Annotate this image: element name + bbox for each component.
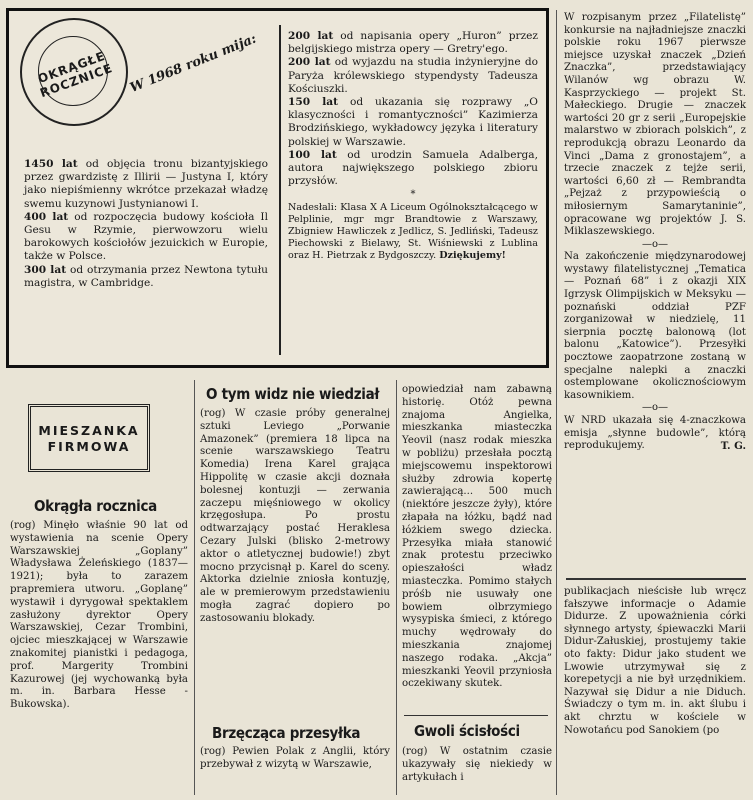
article-text: (rog) W ostatnim czasie ukazywały się niekiedy w artykułach i xyxy=(402,746,552,783)
anniversary-item: 200 lat od napisania opery „Huron” przez belgijskiego mistrza opery — Gretry'ego. xyxy=(288,30,539,56)
separator: —o— xyxy=(641,238,669,250)
anniversary-item: 100 lat od urodzin Samuela Adalberga, autora największego polskiego zbioru przysłów. xyxy=(288,148,538,188)
article-heading: Okrągła rocznica xyxy=(34,497,157,515)
anniversary-item: 150 lat od ukazania się rozprawy „O klasyczności i romantyczności” Kazimierza Brodzińskiego, wykładowcy języka i literatury polskiej w Warszawie. xyxy=(288,96,538,148)
column-rule xyxy=(556,10,557,795)
anniversaries-right-column xyxy=(288,30,538,262)
right-column-paragraph: publikacjach nieścisłe lub wręcz fałszywe informacje o Adamie Didurze. Z upoważnienia córki słynnego artysty, śpiewaczki Marii Didur-Załuskiej, prostujemy takie oto fakty: Didur jako student we Lwowie utrzymywał się z korepetycji a nie był urzędnikiem. Nazywał się Didur a nie Diduch. Świadczy o tym m. in. akt ślubu i akt chrztu w kościele w Nowotańcu pod Sanokiem (po xyxy=(564,586,746,736)
box-divider xyxy=(279,25,281,355)
senders-note: Nadesłali: Klasa X A Liceum Ogólnokształcącego w Pelplinie, mgr mgr Brandtowie z Warszawy, Zbigniew Hawliczek z Jedlicz, S. Jedliński, Tadeusz Piechowski z Bielawy, St. Wiśniewski z Lublina oraz H. Pietrzak z Bydgoszczy. Dziękujemy! xyxy=(288,201,538,261)
separator: —o— xyxy=(641,402,669,414)
right-column-paragraph: W NRD ukazała się 4-znaczkowa emisja „słynne budowle”, którą reprodukujemy. T. G. xyxy=(564,415,746,453)
year-line: W 1968 roku mija: xyxy=(128,31,259,96)
anniversaries-stamp xyxy=(20,18,128,126)
article-rule xyxy=(404,715,548,716)
article-body xyxy=(200,746,390,772)
article-text: (rog) Pewien Polak z Anglii, który przebywał z wizytą w Warszawie, xyxy=(200,746,390,770)
anniversary-item: 400 lat od rozpoczęcia budowy kościoła Il Gesu w Rzymie, pierwowzoru wielu barokowych kościołów jezuickich w Europie, także w Polsce. xyxy=(24,210,269,263)
article-body xyxy=(402,746,552,784)
section-title-line: FIRMOWA xyxy=(47,439,131,454)
article-text: (rog) Minęło właśnie 90 lat od wystawienia na scenie Opery Warszawskiej „Goplany” Władysława Żeleńskiego (1837—1921); była to zarazem prapremiera utworu. „Goplanę” wystawił i dyrygował spektaklem zasłużony dyrektor Opery Warszawskiej, Cezar Trombini, ojciec mieszkającej w Warszawie znakomitej pianistki i pedagoga, prof. Margerity Trombini Kazurowej (jej wychowanką była m. in. Barbara Hesse - Bukowska). xyxy=(10,520,188,711)
right-column xyxy=(564,12,746,453)
right-column-paragraph: W rozpisanym przez „Filatelistę” konkursie na najładniejsze znaczki polskie roku 1967 pierwsze miejsce uzyskał znaczek „Dzień Znaczka”, przedstawiający Wilanów wg obrazu W. Kasprzyckiego — projekt St. Małeckiego. Drugie — znaczek wartości 20 gr z serii „Europejskie malarstwo w zbiorach polskich”, z reprodukcją obrazu Leonardo da Vinci „Dama z gronostajem”, a trzecie znaczek z tejże serii, wartości 6,60 zł — Rembrandta „Pejzaż z przypowieścią o miłosiernym Samarytaninie”, opracowane wg projektów J. S. Miklaszewskiego. xyxy=(564,12,746,238)
anniversaries-left-column xyxy=(24,158,268,290)
article-text: opowiedział nam zabawną historię. Otóż pewna znajoma Angielka, mieszkanka miasteczka Yeovil (nasz rodak mieszka w pobliżu) przesłała pocztą miejscowemu inspektorowi służby zdrowia kopertę zawierającą... 500 much (niektóre jeszcze żyły), które złapała na łóżku, bądź nad łóżkiem swego dziecka. Przesyłka miała stanowić znak protestu przeciwko opieszałości władz miasteczka. Pomimo stałych próśb nie usuwały one bowiem olbrzymiego wysypiska śmieci, z którego muchy wędrowały do mieszkania znajomej naszego rodaka. „Akcja” mieszkanki Yeovil przyniosła oczekiwany skutek. xyxy=(402,384,552,690)
article-continuation xyxy=(402,384,552,691)
right-column-paragraph: Na zakończenie międzynarodowej wystawy filatelistycznej „Tematica — Poznań 68” i z okazji XIX Igrzysk Olimpijskich w Meksyku — poznański oddział PZF zorganizował w niedzielę, 11 sierpnia pocztę balonową (lot balonu „Katowice”). Przesyłki pocztowe zaopatrzone zostaną w specjalne nalepki a znaczki ostemplowane okolicznościowym kasownikiem. xyxy=(564,251,746,401)
article-heading: Brzęcząca przesyłka xyxy=(212,724,361,742)
section-title-line: MIESZANKA xyxy=(38,423,140,438)
article-body xyxy=(10,520,188,712)
anniversary-item: 1450 lat od objęcia tronu bizantyjskiego przez gwardzistę z Illirii — Justyna I, który jako niepiśmienny wkrótce przekazał władzę swemu kuzynowi Justynianowi I. xyxy=(24,158,268,210)
article-heading: O tym widz nie wiedział xyxy=(206,385,380,403)
thanks: Dziękujemy! xyxy=(439,249,506,261)
section-title xyxy=(28,404,150,472)
article-heading: Gwoli ścisłości xyxy=(414,722,520,740)
article-body xyxy=(200,408,390,626)
article-text: (rog) W czasie próby generalnej sztuki Leviego „Porwanie Amazonek” (premiera 18 lipca na scenie warszawskiego Teatru Komedia) Irena Karel grająca Hippolitę w czasie akcji doznała bolesnej kontuzji — zerwania zaczepu mięśniowego w okolicy krzęgosłupa. Po prostu odtwarzający postać Heraklesa Cezary Julski (blisko 2-metrowy aktor o atletycznej budowie!) zbyt mocno przycisnął p. Karel do sceny. Aktorka dzielnie zniosła kontuzję, ale w premierowym przedstawieniu mogła zagrać dopiero po zastosowaniu blokady. xyxy=(200,408,390,624)
column-rule xyxy=(194,380,195,795)
didur-continuation xyxy=(564,586,746,737)
column-rule xyxy=(396,380,397,795)
star-separator: * xyxy=(410,189,416,201)
anniversary-item: 200 lat od wyjazdu na studia inżynieryjne do Paryża królewskiego stypendysty Tadeusza Kościuszki. xyxy=(288,56,538,95)
stamp-text: OKRĄGŁE ROCZNICE xyxy=(35,48,115,101)
right-column-rule xyxy=(566,578,746,580)
anniversary-item: 300 lat od otrzymania przez Newtona tytułu magistra, w Cambridge. xyxy=(24,263,268,289)
